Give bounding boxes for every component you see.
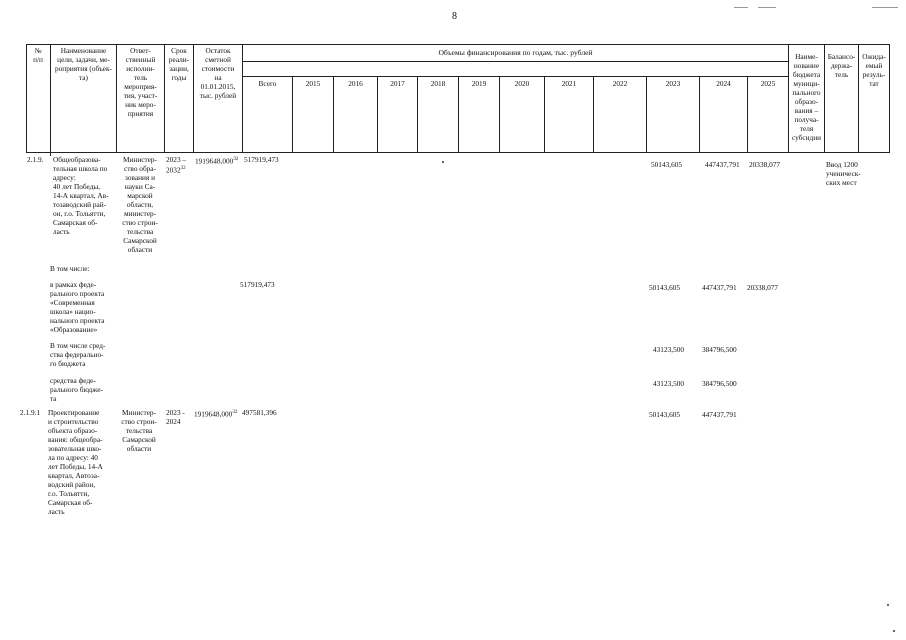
row-2024: 384796,500: [702, 345, 737, 354]
row-2023: 43123,500: [653, 345, 685, 354]
header-year-2021: 2021: [561, 79, 577, 88]
scan-artifact: [758, 7, 776, 8]
row-2024: 447437,791: [702, 283, 737, 292]
header-year-2015: 2015: [305, 79, 321, 88]
scan-speck: [893, 630, 895, 632]
row-total: 517919,473: [244, 155, 279, 164]
page-number: 8: [452, 11, 457, 22]
subtotal-label: В том числе:: [50, 264, 90, 273]
scan-speck: [442, 161, 444, 163]
row-total: 517919,473: [240, 280, 275, 289]
header-year-2017: 2017: [390, 79, 405, 88]
row-2023: 50143,605: [649, 410, 681, 419]
header-funding-title: Объемы финансирования по годам, тыс. рублей: [438, 48, 593, 57]
funding-title-rule: [242, 61, 788, 62]
row-2024: 447437,791: [702, 410, 737, 419]
header-year-2016: 2016: [348, 79, 363, 88]
col-border: [889, 44, 890, 152]
header-year-2022: 2022: [612, 79, 628, 88]
footnote-ref: 32: [232, 410, 238, 415]
header-year-2019: 2019: [471, 79, 487, 88]
header-year-2024: 2024: [716, 79, 731, 88]
scan-artifact: [872, 7, 898, 8]
row-total: 497581,396: [242, 408, 277, 417]
row-2023: 43123,500: [653, 379, 685, 388]
scan-artifact: [734, 7, 748, 8]
footnote-ref: 32: [233, 157, 239, 162]
header-year-2018: 2018: [430, 79, 446, 88]
year-header-rule: [242, 76, 788, 77]
row-balance: 1919648,000$^{32}$: [194, 409, 238, 419]
row-num: 2.1.9.: [27, 155, 44, 164]
row-2024: 447437,791: [705, 160, 740, 169]
col-border: [242, 44, 243, 152]
header-year-2020: 2020: [514, 79, 530, 88]
footnote-ref: 32: [180, 166, 186, 171]
row-2025: 20338,077: [749, 160, 781, 169]
header-total: Всего: [258, 79, 277, 88]
row-2023: 50143,605: [651, 160, 683, 169]
table-top-border: [26, 44, 890, 45]
row-2024: 384796,500: [702, 379, 737, 388]
scan-speck: [887, 604, 889, 606]
row-num: 2.1.9.1: [20, 408, 41, 417]
row-balance: 1919648,000$^{32}$: [195, 156, 239, 166]
row-2025: 20338,077: [747, 283, 779, 292]
header-year-2025: 2025: [760, 79, 776, 88]
header-bottom-border: [26, 152, 890, 153]
header-year-2023: 2023: [665, 79, 681, 88]
row-2023: 50143,605: [649, 283, 681, 292]
